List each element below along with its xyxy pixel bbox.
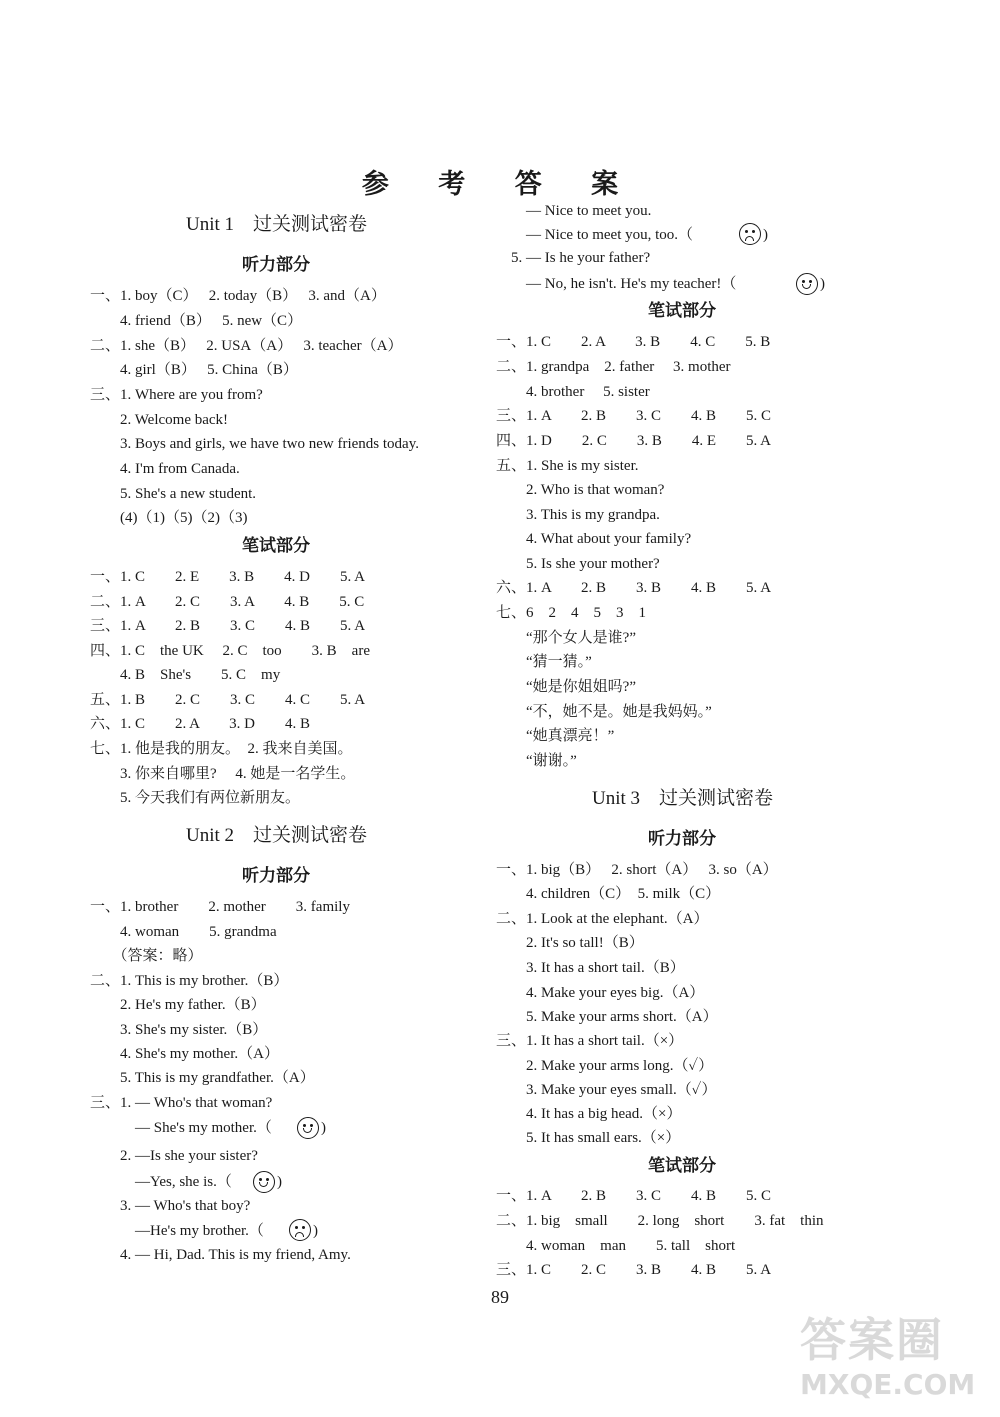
- u2-listening-heading: 听力部分: [242, 866, 310, 886]
- u3-l-line: 4. It has a big head.（×）: [496, 1106, 682, 1122]
- unit1-title: Unit 1 过关测试密卷: [186, 214, 368, 235]
- u3-l-line: 5. Make your arms short.（A）: [496, 1009, 718, 1025]
- u3-l-line: 三、1. It has a short tail.（×）: [496, 1033, 684, 1049]
- unit3-title: Unit 3 过关测试密卷: [592, 788, 774, 809]
- u2-l-line: 2. He's my father.（B）: [90, 997, 266, 1013]
- u2-written-heading: 笔试部分: [648, 301, 716, 321]
- u1-l-line: 二、1. she（B） 2. USA（A） 3. teacher（A）: [90, 338, 403, 354]
- u2-l-line: （答案：略）: [90, 948, 203, 964]
- page-number: 89: [491, 1287, 509, 1307]
- u2-l-line: 4. woman 5. grandma: [90, 924, 277, 940]
- u2-w-line: 二、1. grandpa 2. father 3. mother: [496, 359, 731, 375]
- u2-w-line: 七、6 2 4 5 3 1: [496, 605, 647, 621]
- u1-l-line: (4)（1)（5)（2)（3): [90, 510, 248, 526]
- u3-l-line: 4. Make your eyes big.（A）: [496, 985, 705, 1001]
- u3-listening-heading: 听力部分: [648, 829, 716, 849]
- u2-w-line: 2. Who is that woman?: [496, 482, 665, 498]
- u2-l-line: 一、1. brother 2. mother 3. family: [90, 899, 350, 915]
- u3-w-line: 4. woman man 5. tall short: [496, 1238, 736, 1254]
- r-top-line: — Nice to meet you, too.（: [496, 227, 694, 243]
- page-title: 参 考 答 案: [361, 169, 639, 200]
- u1-l-line: 2. Welcome back!: [90, 412, 229, 428]
- u2-l-line: 二、1. This is my brother.（B）: [90, 973, 289, 989]
- u2-w-line: 六、1. A 2. B 3. B 4. B 5. A: [496, 580, 772, 596]
- u2-w-line: “那个女人是谁?”: [496, 630, 636, 646]
- sad-face-icon: [289, 1219, 311, 1241]
- u1-l-line: 三、1. Where are you from?: [90, 387, 263, 403]
- u2-l-line: —He's my brother.（: [90, 1223, 264, 1239]
- u2-l-line: 2. —Is she your sister?: [90, 1148, 258, 1164]
- u1-w-line: 4. B She's 5. C my: [90, 667, 281, 683]
- watermark-logo: 答案圈: [800, 1313, 944, 1367]
- u1-l-line: 5. She's a new student.: [90, 486, 257, 502]
- watermark-url: MXQE.COM: [800, 1368, 976, 1401]
- u1-l-line: 4. friend（B） 5. new（C）: [90, 313, 303, 329]
- u2-l-line: — She's my mother.（: [90, 1120, 272, 1136]
- u3-l-line: 2. It's so tall!（B）: [496, 935, 644, 951]
- u3-l-line: 二、1. Look at the elephant.（A）: [496, 911, 709, 927]
- u3-w-line: 一、1. A 2. B 3. C 4. B 5. C: [496, 1188, 772, 1204]
- u3-w-line: 三、1. C 2. C 3. B 4. B 5. A: [496, 1262, 772, 1278]
- u1-w-line: 二、1. A 2. C 3. A 4. B 5. C: [90, 594, 365, 610]
- u2-w-line: “谢谢。”: [496, 753, 577, 769]
- u2-w-line: 5. Is she your mother?: [496, 556, 660, 572]
- u2-w-line: 三、1. A 2. B 3. C 4. B 5. C: [496, 408, 772, 424]
- smile-face-icon: [297, 1117, 319, 1139]
- sad-face-icon: [739, 223, 761, 245]
- u3-l-line: 一、1. big（B） 2. short（A） 3. so（A）: [496, 862, 778, 878]
- u2-l-line: 三、1. — Who's that woman?: [90, 1095, 273, 1111]
- u3-l-line: 4. children（C） 5. milk（C）: [496, 886, 721, 902]
- u2-l-line: 5. This is my grandfather.（A）: [90, 1070, 315, 1086]
- u1-l-line: 一、1. boy（C） 2. today（B） 3. and（A）: [90, 288, 386, 304]
- u1-written-heading: 笔试部分: [242, 536, 310, 556]
- u3-l-line: 3. Make your eyes small.（✓）: [496, 1082, 717, 1098]
- u2-w-line: 五、1. She is my sister.: [496, 458, 639, 474]
- u2-w-line: “她真漂亮！”: [496, 728, 615, 744]
- u2-w-line: 4. What about your family?: [496, 531, 692, 547]
- u1-l-line: 3. Boys and girls, we have two new friends today.: [90, 436, 419, 452]
- u3-written-heading: 笔试部分: [648, 1156, 716, 1176]
- watermark: [800, 1312, 990, 1412]
- u2-w-line: “不，她不是。她是我妈妈。”: [496, 704, 712, 720]
- u2-l-line: 4. — Hi, Dad. This is my friend, Amy.: [90, 1247, 351, 1263]
- u1-w-line: 3. 你来自哪里? 4. 她是一名学生。: [90, 766, 356, 782]
- u3-l-line: 5. It has small ears.（×）: [496, 1130, 681, 1146]
- smile-face-icon: [253, 1171, 275, 1193]
- u2-l-line: 4. She's my mother.（A）: [90, 1046, 279, 1062]
- smile-face-icon: [796, 273, 818, 295]
- u2-w-line: 3. This is my grandpa.: [496, 507, 660, 523]
- unit2-title: Unit 2 过关测试密卷: [186, 825, 368, 846]
- u3-w-line: 二、1. big small 2. long short 3. fat thin: [496, 1213, 824, 1229]
- u2-w-line: “猜一猜。”: [496, 654, 592, 670]
- u2-l-line: —Yes, she is.（: [90, 1174, 232, 1190]
- u1-w-line: 一、1. C 2. E 3. B 4. D 5. A: [90, 569, 366, 585]
- u1-w-line: 四、1. C the UK 2. C too 3. B are: [90, 643, 370, 659]
- u1-listening-heading: 听力部分: [242, 255, 310, 275]
- u1-l-line: 4. girl（B） 5. China（B）: [90, 362, 298, 378]
- u2-w-line: “她是你姐姐吗?”: [496, 679, 636, 695]
- r-top-line: — Nice to meet you.: [496, 203, 652, 219]
- u2-w-line: 四、1. D 2. C 3. B 4. E 5. A: [496, 433, 772, 449]
- u3-l-line: 2. Make your arms long.（✓）: [496, 1058, 714, 1074]
- u1-w-line: 5. 今天我们有两位新朋友。: [90, 790, 301, 806]
- r-top-line: — No, he isn't. He's my teacher!（: [496, 276, 737, 292]
- u2-l-line: 3. She's my sister.（B）: [90, 1022, 268, 1038]
- u1-w-line: 五、1. B 2. C 3. C 4. C 5. A: [90, 692, 366, 708]
- u3-l-line: 3. It has a short tail.（B）: [496, 960, 685, 976]
- u1-w-line: 七、1. 他是我的朋友。 2. 我来自美国。: [90, 741, 353, 757]
- u1-l-line: 4. I'm from Canada.: [90, 461, 240, 477]
- u1-w-line: 六、1. C 2. A 3. D 4. B: [90, 716, 311, 732]
- u1-w-line: 三、1. A 2. B 3. C 4. B 5. A: [90, 618, 366, 634]
- u2-w-line: 一、1. C 2. A 3. B 4. C 5. B: [496, 334, 771, 350]
- u2-w-line: 4. brother 5. sister: [496, 384, 650, 400]
- r-top-line: 5. — Is he your father?: [496, 250, 651, 266]
- u2-l-line: 3. — Who's that boy?: [90, 1198, 251, 1214]
